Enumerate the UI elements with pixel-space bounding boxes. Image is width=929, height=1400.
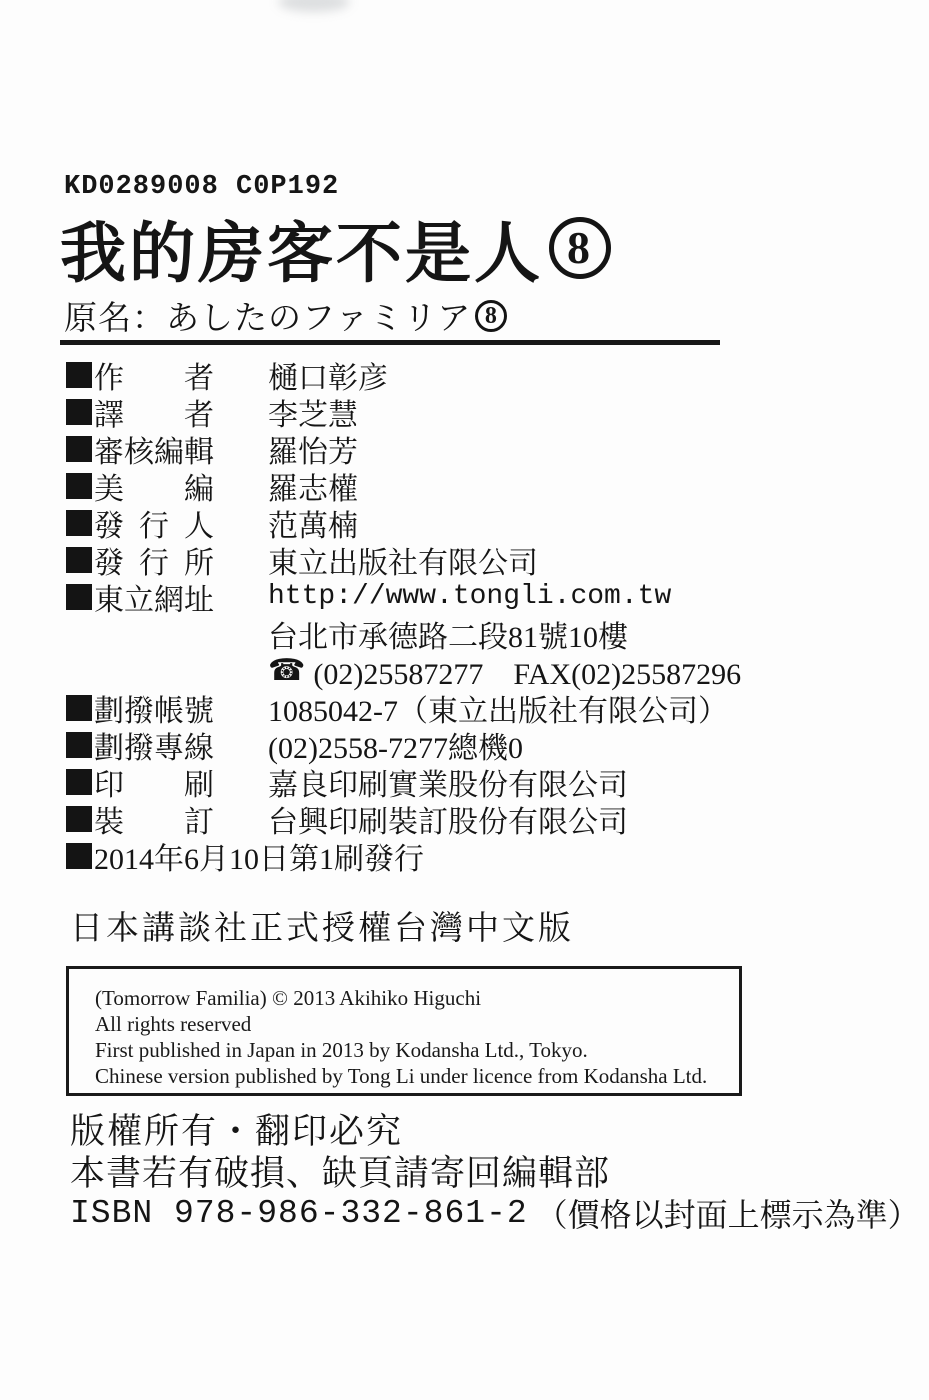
credit-label: 美 編	[94, 472, 214, 506]
credit-row-publisher-person	[66, 504, 866, 541]
credit-row-print-date	[66, 837, 866, 874]
phone-fax-numbers: (02)25587277 FAX(02)25587296	[313, 657, 742, 691]
book-title	[60, 200, 611, 295]
credit-value: (02)2558-7277總機0	[268, 731, 523, 765]
bullet-square-icon	[66, 806, 92, 832]
credit-row-review-editor	[66, 430, 866, 467]
scan-smudge	[278, 0, 350, 12]
credit-value: 樋口彰彦	[268, 361, 388, 395]
credit-label: 作 者	[94, 361, 214, 395]
bullet-square-icon	[66, 510, 92, 536]
licence-statement: 日本講談社正式授權台灣中文版	[70, 911, 574, 947]
all-rights-reserved-line: 版權所有・翻印必究	[70, 1112, 404, 1151]
bullet-square-icon	[66, 843, 92, 869]
credit-row-printing	[66, 763, 866, 800]
book-title-text: 我的房客不是人	[60, 218, 543, 291]
first-published-line: First published in Japan in 2013 by Kodansha Ltd., Tokyo.	[95, 1038, 588, 1062]
original-title	[64, 292, 507, 339]
credit-row-art-editor	[66, 467, 866, 504]
volume-number-badge	[549, 217, 611, 279]
original-title-text: 原名：あしたのファミリア	[64, 301, 472, 337]
bullet-square-icon	[66, 732, 92, 758]
rights-reserved-line: All rights reserved	[95, 1012, 252, 1036]
bullet-square-icon	[66, 769, 92, 795]
isbn-line	[70, 1190, 920, 1236]
credit-row-publishing-house	[66, 541, 866, 578]
credit-value: 范萬楠	[268, 509, 358, 543]
credit-row-postal-account	[66, 689, 866, 726]
credit-row-postal-hotline	[66, 726, 866, 763]
credit-row-binding	[66, 800, 866, 837]
credit-label: 譯 者	[94, 398, 214, 432]
credit-value: 李芝慧	[268, 398, 358, 432]
credit-label: 劃撥帳號	[94, 694, 214, 728]
bullet-square-icon	[66, 584, 92, 610]
bullet-square-icon	[66, 362, 92, 388]
credit-row-address	[66, 615, 866, 652]
credits-list	[66, 356, 866, 874]
credit-label: 印 刷	[94, 768, 214, 802]
copyright-box	[66, 966, 742, 1096]
website-url: http://www.tongli.com.tw	[268, 581, 672, 612]
original-volume-number: 8	[484, 302, 498, 329]
price-note: （價格以封面上標示為準）	[535, 1197, 920, 1233]
bullet-square-icon	[66, 399, 92, 425]
credit-label: 發 行 所	[94, 546, 214, 580]
credit-row-phone	[66, 652, 866, 689]
credit-value: 1085042-7（東立出版社有限公司）	[268, 694, 728, 728]
copyright-line: (Tomorrow Familia) © 2013 Akihiko Higuchi	[95, 986, 482, 1010]
damaged-copy-notice: 本書若有破損、缺頁請寄回編輯部	[70, 1154, 611, 1193]
publisher-address: 台北市承德路二段81號10樓	[268, 620, 628, 654]
bullet-square-icon	[66, 473, 92, 499]
credit-label: 東立網址	[94, 583, 214, 617]
telephone-icon: ☎	[268, 654, 306, 687]
credit-value: 東立出版社有限公司	[268, 546, 538, 580]
credit-row-website	[66, 578, 866, 615]
credit-label: 審核編輯	[94, 435, 214, 469]
credit-value: 台興印刷裝訂股份有限公司	[268, 805, 628, 839]
credit-label: 發 行 人	[94, 509, 214, 543]
credit-label: 劃撥專線	[94, 731, 214, 765]
credit-label: 裝 訂	[94, 805, 214, 839]
credit-row-translator	[66, 393, 866, 430]
bullet-square-icon	[66, 547, 92, 573]
bullet-square-icon	[66, 695, 92, 721]
bullet-square-icon	[66, 436, 92, 462]
credit-value: 羅志權	[268, 472, 358, 506]
chinese-version-line: Chinese version published by Tong Li under licence from Kodansha Ltd.	[95, 1064, 708, 1088]
first-printing-date: 2014年6月10日第1刷發行	[94, 842, 424, 876]
isbn-number: ISBN 978-986-332-861-2	[70, 1194, 528, 1232]
credit-row-author	[66, 356, 866, 393]
credit-value: 羅怡芳	[268, 435, 358, 469]
volume-number: 8	[567, 221, 593, 273]
credit-value: 嘉良印刷實業股份有限公司	[268, 768, 628, 802]
divider-rule	[60, 340, 720, 345]
original-volume-badge	[475, 300, 507, 332]
book-code: KD0289008 C0P192	[64, 172, 340, 202]
